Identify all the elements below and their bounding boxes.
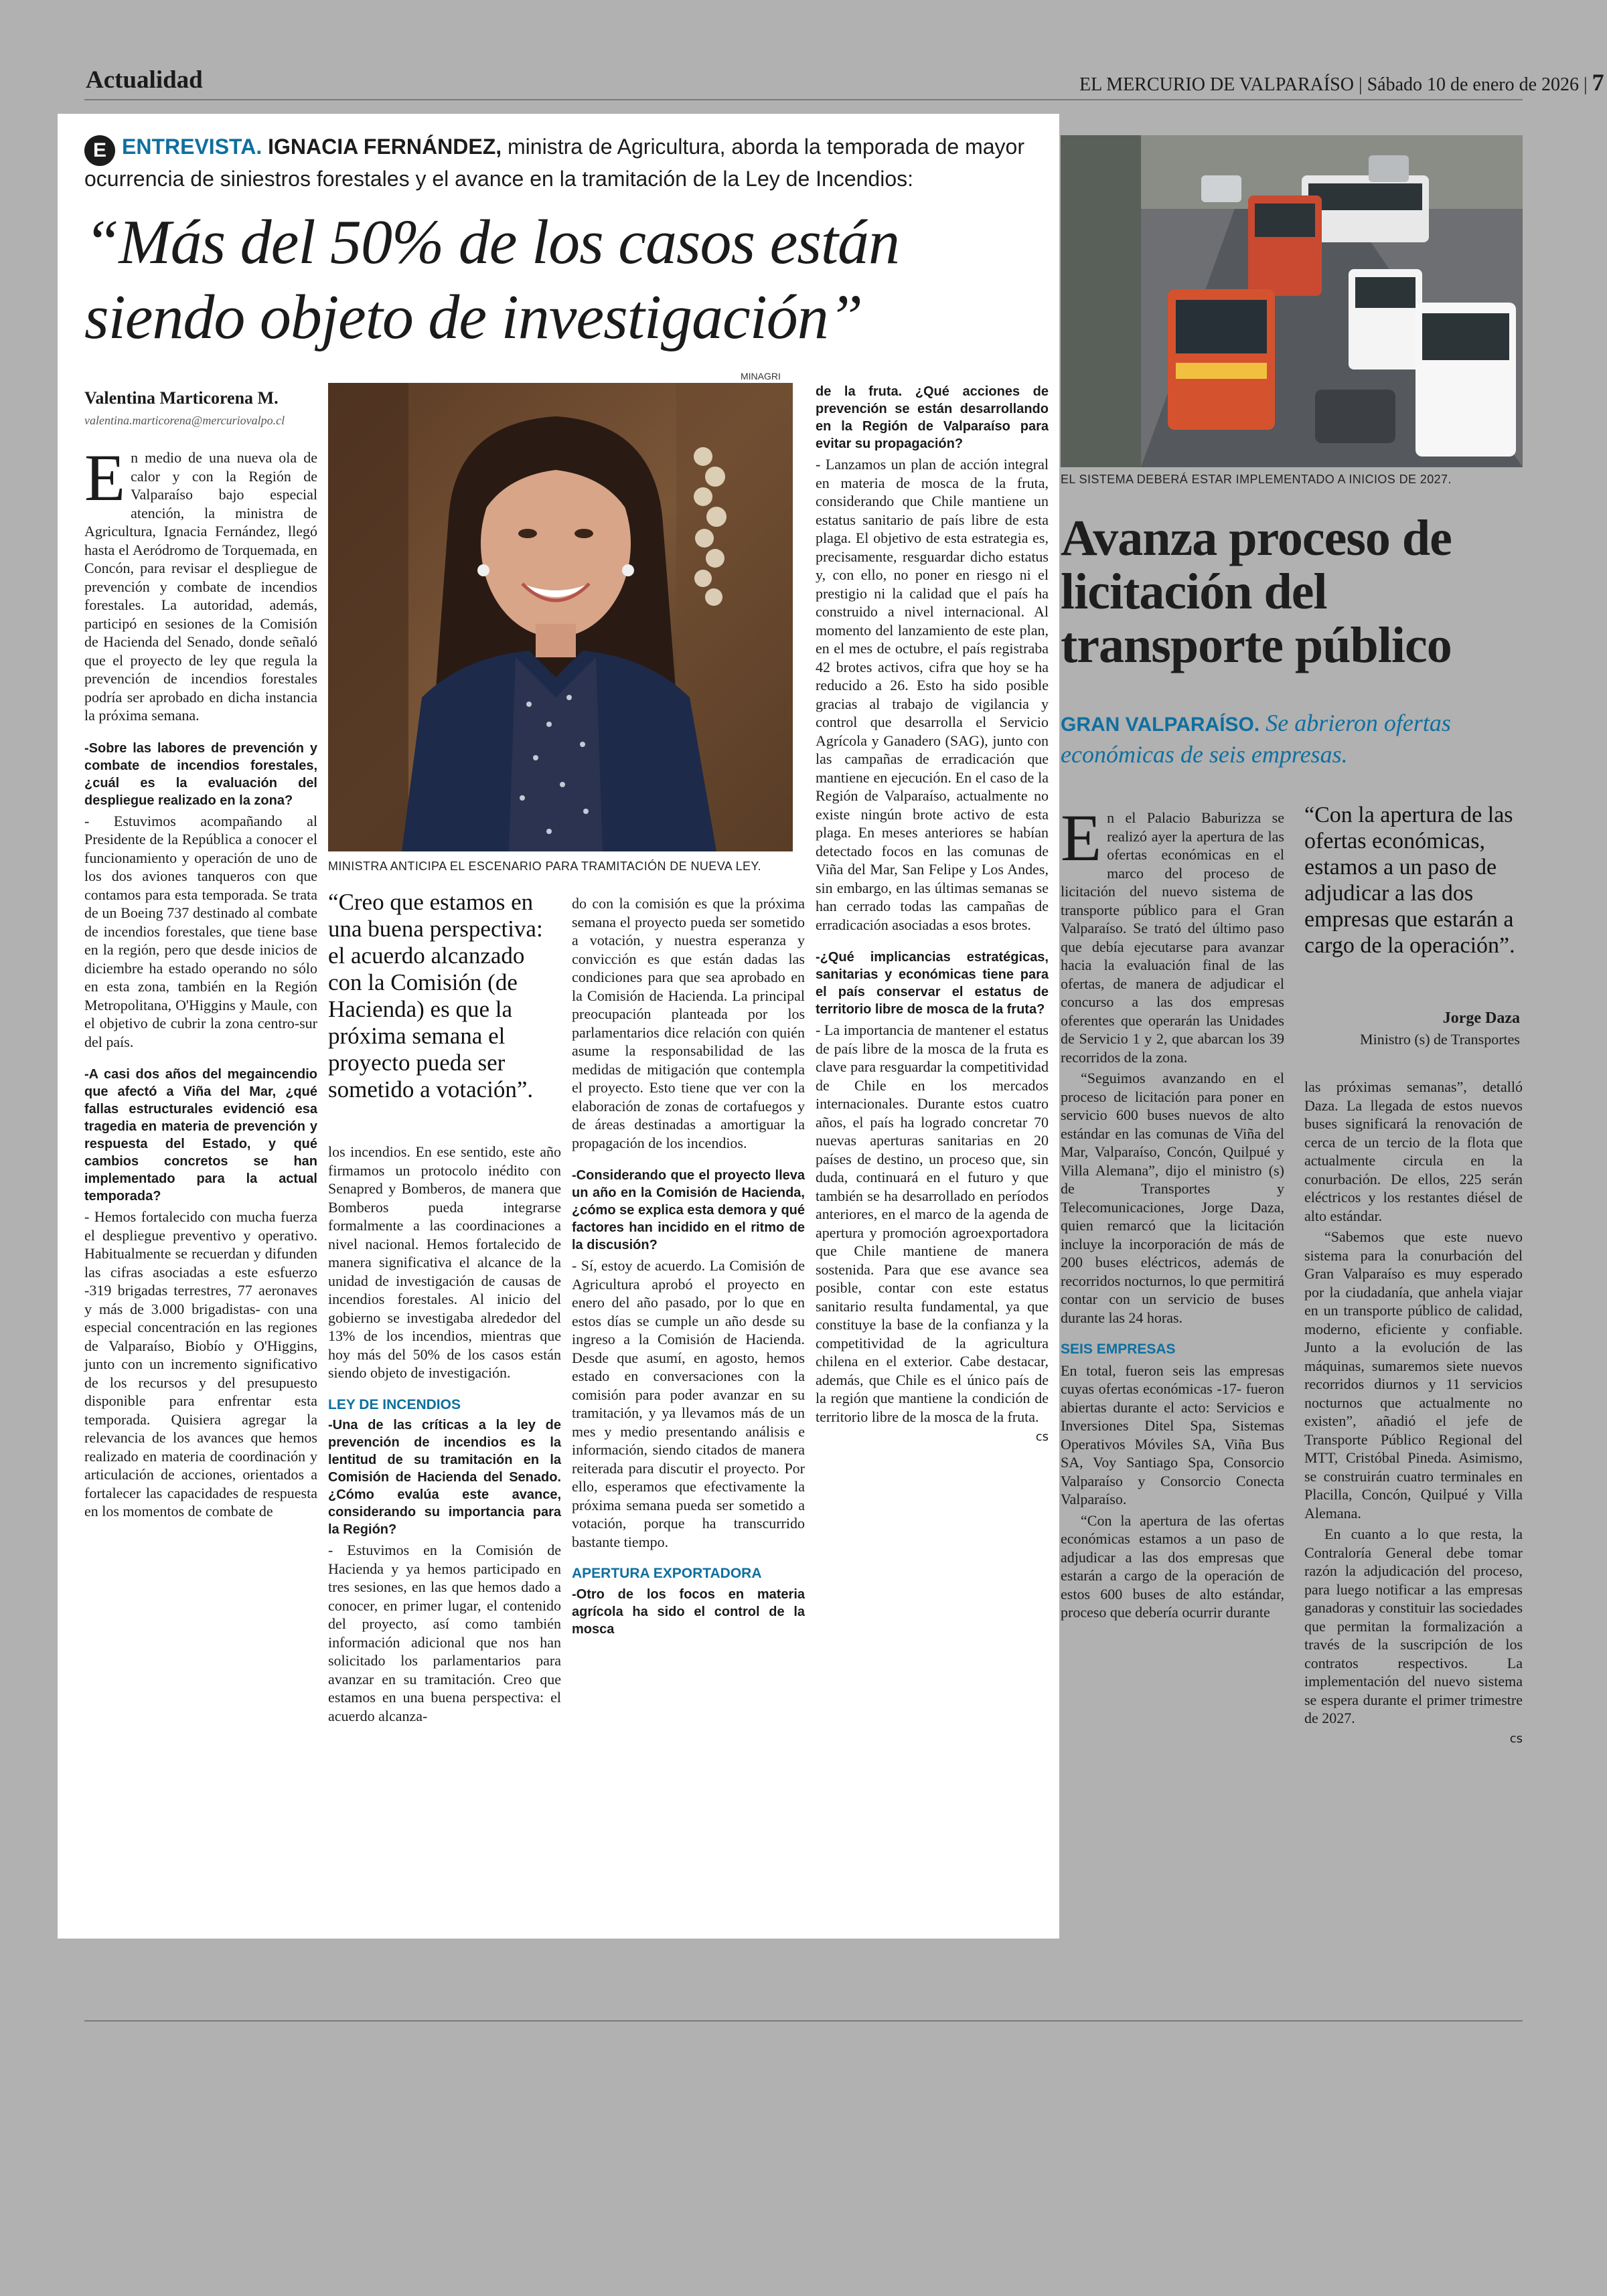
minister-photo [328, 383, 793, 851]
photo-caption: MINISTRA ANTICIPA EL ESCENARIO PARA TRAMITACIÓN DE NUEVA LEY. [328, 859, 761, 873]
minister-portrait-image [328, 383, 793, 851]
transport-kicker-text: Se abrieron ofertas económicas de seis empresas. [1061, 710, 1451, 768]
answer: - Estuvimos en la Comisión de Hacienda y ya hemos participado en tres sesiones, en las que hemos dado a conocer, en primer lugar, el contenido del proyecto, así como también información adicional que nos han solicitado los parlamentarios para avanzar en su tramitación. Creo que estamos en una buena perspectiva: el acuerdo alcanza- [328, 1542, 561, 1724]
question: -Sobre las labores de prevención y combate de incendios forestales, ¿cuál es la evaluación del despliegue realizado en la zona? [84, 740, 317, 808]
intro-paragraph: n medio de una nueva ola de calor y con la Región de Valparaíso bajo especial atención, la ministra de Agricultura, Ignacia Fernández, llegó hasta el Aeródromo de Torquemada, en Concón, para revisar el despliegue de prevención y combate de incendios forestales. La autoridad, además, participó en sesiones de la Comisión de Hacienda del Senado, donde señaló que el proyecto de ley que regula la prevención de incendios forestales podría ser aprobado en dicha instancia la próxima semana. [84, 449, 317, 724]
body-paragraph: “Con la apertura de las ofertas económicas estamos a un paso de adjudicar a las dos empresas que estarán a cargo de la operación de estos 600 buses de alto estándar, proceso que debería ocurrir durante [1061, 1511, 1284, 1621]
end-mark: cs [1035, 1430, 1049, 1444]
question: -Una de las críticas a la ley de prevención de incendios es la lentitud de su tramitación en la Comisión de Hacienda del Senado. ¿Cómo evalúa este avance, considerando su importancia para la Región? [328, 1418, 561, 1537]
transport-photo [1061, 135, 1523, 467]
dropcap: E [1061, 801, 1102, 875]
paper-header: EL MERCURIO DE VALPARAÍSO | Sábado 10 de enero de 2026 | 7 [1079, 69, 1604, 96]
buses-street-image [1061, 135, 1523, 467]
interview-article [58, 114, 1059, 1939]
body-paragraph: do con la comisión es que la próxima semana el proyecto pueda ser sometido a votación, y nuestra esperanza y convicción es que están dadas las condiciones para que sea aprobado en la Comisión de Hacienda. La principal preocupación planteada por los parlamentarios dice relación con quién asume la responsabilidad de las medidas de mitigación que contempla el proyecto. Esto tiene que ver con la elaboración de zonas de cortafuegos y de áreas destinadas a amortiguar la propagación de los incendios. [572, 895, 805, 1151]
author-name: Valentina Marticorena M. [84, 388, 279, 408]
end-mark: cs [1509, 1731, 1523, 1746]
subhead: LEY DE INCENDIOS [328, 1396, 461, 1412]
transport-headline: Avanza proceso de licitación del transporte público [1061, 510, 1452, 673]
interview-column-1 [84, 440, 317, 1523]
dropcap: E [84, 440, 126, 515]
question: -¿Qué implicancias estratégicas, sanitarias y económicas tiene para el país conservar el estatus de territorio libre de mosca de la fruta? [816, 950, 1049, 1017]
answer: - Sí, estoy de acuerdo. La Comisión de Agricultura aprobó el proyecto en enero del año pasado, por lo que en estos días se cumple un año desde su ingreso a la Comisión de Hacienda. Desde que asumí, en agosto, hemos estado en conversaciones con la comisión para poder avanzar en su tramitación, y ya llevamos más de un mes y medio presentando análisis e información, siendo citados de manera reiterada para discutir el proyecto. Por ello, esperamos que efectivamente la próxima semana pueda ser sometido a votación, porque ha transcurrido bastante tiempo. [572, 1257, 805, 1550]
body-paragraph: En total, fueron seis las empresas cuyas ofertas económicas -17- fueron abiertas durante el acto: Servicios e Inversiones Ditel Spa, Sistemas Operativos Móviles SA, Viña Bus SA, Voy Santiago Spa, Consorcio Valparaíso y Consorcio Conecta Valparaíso. [1061, 1362, 1284, 1507]
transport-column-2 [1304, 1078, 1523, 1748]
question: -A casi dos años del megaincendio que afectó a Viña del Mar, ¿qué fallas estructurales evidenció esa tragedia en materia de prevención y respuesta del Estado, y qué cambios concretos se han implementado para la actual temporada? [84, 1067, 317, 1204]
footer-rule [84, 2020, 1523, 2022]
interview-badge: E [84, 135, 115, 166]
answer: - Lanzamos un plan de acción integral en materia de mosca de la fruta, considerando que Chile mantiene un estatus sanitario de país libre de esta plaga. El objetivo de esta estrategia es, precisamente, resguardar dicho estatus y, con ello, no poner en riesgo ni el prestigio ni la calidad que el país ha construido a nivel internacional. Al momento del lanzamiento de este plan, en el mes de octubre, el país registraba 42 brotes activos, cifra que hoy se ha reducido a 26. Esto ha sido posible gracias al trabajo de vigilancia y control que desarrolla el Servicio Agrícola y Ganadero (SAG), junto con las campañas de erradicación que mantiene en ejecución. En el caso de la Región de Valparaíso, actualmente no existe ningún brote activo de esta plaga. En meses anteriores se habían detectado focos en las comunas de Viña del Mar, San Felipe y Los Andes, sin embargo, en las últimas semanas se han cerrado todas las campañas de erradicación asociadas a esos brotes. [816, 456, 1049, 933]
body-paragraph: los incendios. En ese sentido, este año firmamos un protocolo inédito con Senapred y Bomberos, de manera que Bomberos pueda integrarse formalmente a las coordinaciones a nivel nacional. Hemos fortalecido de manera significativa el alcance de la unidad de investigación de causas de incendios forestales. Al inicio del gobierno se investigaba alrededor del 13% de los incendios, mientras que hoy más del 50% de los casos están siendo objeto de investigación. [328, 1143, 561, 1381]
transport-kicker [1061, 708, 1523, 769]
subhead: APERTURA EXPORTADORA [572, 1566, 762, 1581]
paper-date: Sábado 10 de enero de 2026 [1367, 74, 1580, 95]
transport-photo-caption: EL SISTEMA DEBERÁ ESTAR IMPLEMENTADO A INICIOS DE 2027. [1061, 473, 1452, 486]
answer: - La importancia de mantener el estatus de país libre de la mosca de la fruta es clave para resguardar la competitividad de Chile en los mercados internacionales. Durante estos cuatro años, el país ha logrado concretar 70 nuevas aperturas sanitarias en 20 países de destino, un proceso que, sin duda, continuará en el futuro y que también se ha desarrollado en períodos anteriores, en el marco de la agenda de apertura y promoción agroexportadora que Chile mantiene de manera sostenida. Para que ese avance sea posible, contar con este estatus sanitario resulta fundamental, ya que constituye la base de la confianza y la competitividad de la agricultura chilena en el exterior. Cabe destacar, además, que Chile es el único país de la región que mantiene la condición de territorio libre de la mosca de la fruta. [816, 1021, 1049, 1425]
photo-credit: MINAGRI [741, 371, 781, 382]
body-paragraph: En cuanto a lo que resta, la Contraloría General debe tomar razón la adjudicación del proceso, para luego notificar a las empresas ganadoras y constituir las sociedades que permitan la formalización a través de la suscripción de los contratos respectivos. La implementación del nuevo sistema se espera durante el primer trimestre de 2027. [1304, 1526, 1523, 1726]
section-title: Actualidad [86, 66, 203, 94]
body-paragraph: “Seguimos avanzando en el proceso de licitación para poner en servicio 600 buses nuevos de alto estándar en las comunas de Viña del Mar, Valparaíso, Concón, Quilpué y Villa Alemana”, dijo el ministro (s) de Transportes y Telecomunicaciones, Jorge Daza, quien remarcó que la licitación incluye la incorporación de más de 200 buses eléctricos, además de recorridos nocturnos, lo que permitirá contar con un servicio de buses durante las 24 horas. [1061, 1070, 1284, 1326]
pull-quote: “Creo que estamos en una buena perspectiva: el acuerdo alcanzado con la Comisión (de Hacienda) es que la próxima semana el proyecto pueda ser sometido a votación”. [328, 889, 543, 1102]
answer: - Estuvimos acompañando al Presidente de la República a conocer el funcionamiento y operación de uno de los dos aviones tanqueros con que contamos para esta temporada. Se trata de un Boeing 737 destinado al combate de incendios forestales, que tiene base en la región, pero que desde inicios de diciembre ha estado operando no sólo en esta zona, también en la Región Metropolitana, O'Higgins y Maule, con el objetivo de cubrir la zona centro-sur del país. [84, 812, 317, 1050]
answer: - Hemos fortalecido con mucha fuerza el despliegue preventivo y operativo. Habitualmente se recuerdan y difunden las cifras asociadas a este esfuerzo -319 brigadas terrestres, 77 aeronaves y más de 3.000 brigadistas- con una especial concentración en las regiones de Valparaíso, Biobío y O'Higgins, junto con un incremento significativo de los recursos y del presupuesto disponible para enfrentar esta temporada. Quisiera agregar la relevancia de los avances que hemos realizado en materia de coordinación y articulación de acciones, orientados a fortalecer las capacidades de respuesta en los momentos de combate de [84, 1208, 317, 1520]
transport-column-1 [1061, 801, 1284, 1624]
paper-name: EL MERCURIO DE VALPARAÍSO [1079, 74, 1354, 95]
page-number: 7 [1592, 69, 1604, 96]
body-paragraph: “Sabemos que este nuevo sistema para la conurbación del Gran Valparaíso es muy esperado por la ciudadanía, que anhela viajar en un transporte público de calidad, moderno, eficiente y confiable. Junto a la evolución de las máquinas, sumaremos siete nuevos recorridos diurnos y 11 servicios nocturnos que actualmente no existen”, añadió el jefe de Transporte Público Regional del MTT, Cristóbal Pineda. Asimismo, se construirán cuatro terminales en Placilla, Concón, Quilpué y Villa Alemana. [1304, 1228, 1523, 1522]
kicker-name: IGNACIA FERNÁNDEZ, [268, 135, 502, 159]
author-email: valentina.marticorena@mercuriovalpo.cl [84, 414, 285, 427]
interview-kicker [84, 134, 1035, 191]
question: -Otro de los focos en materia agrícola ha sido el control de la mosca [572, 1586, 805, 1637]
intro-paragraph: n el Palacio Baburizza se realizó ayer la apertura de las ofertas económicas en el marco del proceso de licitación del nuevo sistema de transporte público para el Gran Valparaíso. Se trató del último paso que debía ejecutarse para avanzar hacia la evaluación final de las ofertas, de manera de adjudicar el concurso a las dos empresas oferentes que operarán las Unidades de Servicio 1 y 2, que abarcan los 39 recorridos de la zona. [1061, 809, 1284, 1066]
header-rule [84, 99, 1523, 100]
body-paragraph: las próximas semanas”, detalló Daza. La llegada de estos nuevos buses significará la renovación de cerca de un tercio de la flota que actualmente circula en la conurbación. De ellos, 225 serán eléctricos y los restantes diésel de alto estándar. [1304, 1078, 1523, 1224]
question: de la fruta. ¿Qué acciones de prevención se están desarrollando en la Región de Valparaíso para evitar su propagación? [816, 384, 1049, 451]
interview-headline: “Más del 50% de los casos están siendo objeto de investigación” [84, 208, 900, 352]
interview-column-4 [816, 383, 1049, 1447]
transport-kicker-label: GRAN VALPARAÍSO. [1061, 714, 1260, 736]
transport-pull-quote: “Con la apertura de las ofertas económicas, estamos a un paso de adjudicar a las dos empresas que estarán a cargo de la operación”. [1304, 803, 1515, 958]
pull-quote-name: Jorge Daza [1442, 1009, 1520, 1027]
interview-column-3 [572, 894, 805, 1641]
subhead: SEIS EMPRESAS [1061, 1341, 1176, 1357]
kicker-text: ministra de Agricultura, aborda la temporada de mayor ocurrencia de siniestros forestales y el avance en la tramitación de la Ley de Incendios: [84, 135, 1024, 191]
pull-quote-role: Ministro (s) de Transportes [1360, 1031, 1520, 1048]
question: -Considerando que el proyecto lleva un año en la Comisión de Hacienda, ¿cómo se explica esta demora y qué factores han incidido en el ritmo de la discusión? [572, 1168, 805, 1252]
interview-column-2 [328, 1143, 561, 1727]
kicker-label: ENTREVISTA. [122, 135, 262, 159]
